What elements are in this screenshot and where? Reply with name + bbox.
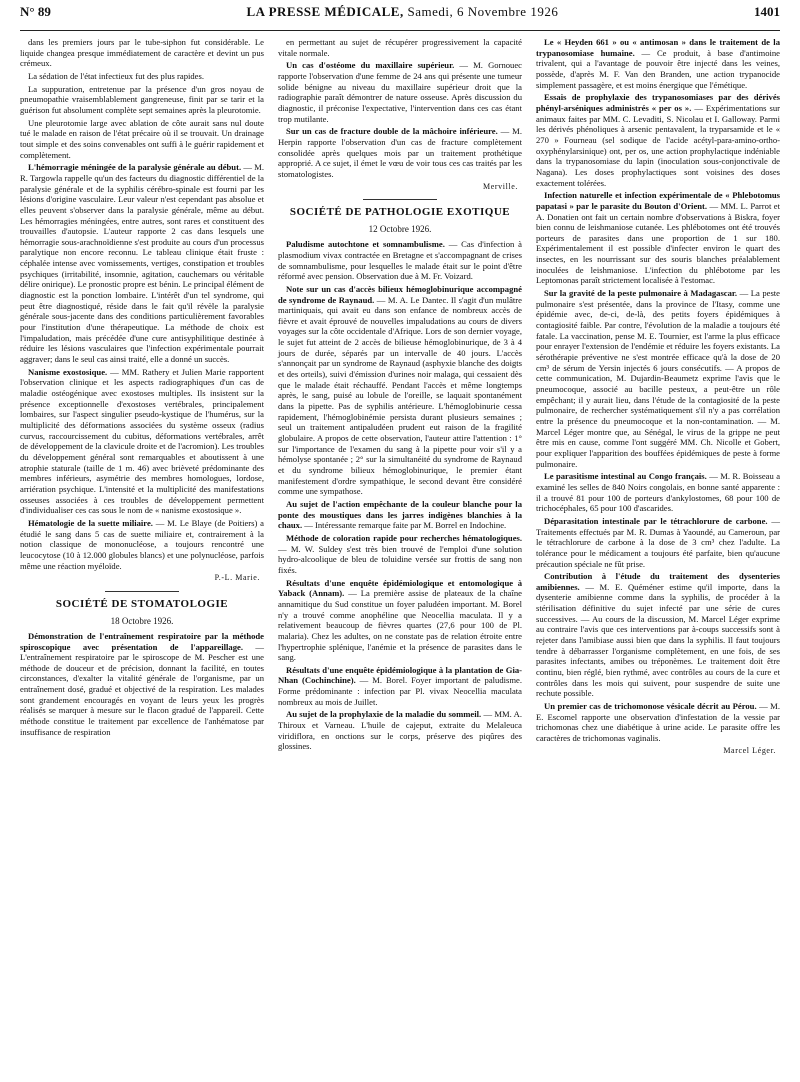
report-title: Résultats d'une enquête épidémiologique et entomologique à Yaback (Annam). [278, 577, 522, 599]
report-item [278, 60, 522, 124]
paragraph: La sédation de l'état infectieux fut des plus rapides. [28, 70, 204, 81]
report-item [20, 367, 264, 516]
report-title: Un premier cas de trichomonose vésicale décrit au Pérou. [544, 701, 757, 712]
report-item [278, 709, 522, 752]
report-item [536, 37, 780, 90]
issue-date: Samedi, 6 Novembre 1926 [407, 4, 559, 19]
column-2 [278, 37, 522, 760]
report-title: Note sur un cas d'accès bilieux hémoglobinurique accompagné de syndrome de Raynaud. [278, 283, 522, 305]
report-title: Infection naturelle et infection expérimentale de « Phlebotomus papatasi » par le parasite du Bouton d'Orient. [536, 190, 780, 211]
report-text: — L'entraînement respiratoire par le spiroscope de M. Pescher est une méthode de douceur et de précision, donnant la facilité, en toutes circonstances, d'exalter la vitalité générale de l'organisme, par un entraînement dosé, gradué et objectivé de la respiration. Les malades sont grandement encouragés en voyant de leurs yeux les progrès réalisés se marquer à mesure sur le flacon gradué de l'appareil. Cette méthode constitue le traitement par excellence de l'anhématose par insuffisance de respiration [20, 641, 264, 737]
report-text: — MM. A. Thiroux et Varneau. L'huile de cajeput, extraite du Melaleuca viridiflora, en onctions sur le corps, préserve des piqûres des glossines. [278, 709, 522, 752]
report-item [536, 571, 780, 699]
separator-rule [363, 199, 436, 200]
report-text: — M. A. Le Dantec. Il s'agit d'un mulâtre martiniquais, qui avait eu dans son enfance de nombreux accès de fièvre et avait éprouvé de nouvelles impaludations au cours de divers voyages sur la côte occidentale d'Afrique. Lors de son dernier voyage, le sujet fut atteint de 2 accès de bilieuse hémoglobinurique, de 3 à 4 jours de durée, séparés par un intervalle de 40 jours. L'accès s'annonçait par un syndrome de Raynaud (asphyxie blanche des doigts et des orteils), suivi d'émission d'urines noir malaga, qui cessaient dès que le malade était réchauffé. Pendant l'accès et même longtemps après, le sang, puisé au lobule de l'oreille, se laquait spontanément dans la pipette. Pas de syphilis antérieure. L'hémoglobinurie cessa rapidement, l'hémoglobinémie persista durant plusieurs semaines ; seul un traitement antipaludéen prudent eut raison de la fragilité globulaire. A propos de cette observation, l'auteur attire l'attention : 1° sur l'importance de l'examen du sang à la pipette pour voir s'il y a hémolyse spontanée ; 2° sur la simultanéité du syndrome de Raynaud et du syndrome bilieux hémoglobinurique, le premier étant manifestement d'ordre sympathique, le second devant être considéré comme une sympathose. [278, 294, 522, 497]
report-item [278, 578, 522, 663]
report-item [278, 284, 522, 497]
report-text: — Intéressante remarque faite par M. Borrel en Indochine. [304, 520, 507, 531]
lead-paragraphs [278, 37, 522, 58]
reports-list [20, 631, 264, 738]
report-text: — M. R. Targowla rappelle qu'un des facteurs du diagnostic différentiel de la paralysie générale et de la syphilis cérébro-spinale est fourni par les lésions d'origine vasculaire. Leur valeur n'est cependant pas absolue et elles peuvent s'observer dans la paralysie générale, même au début. Les hémorragies méningées, entre autres, sont rares et constituent des trouvailles d'autopsie. L'auteur rapporte 2 cas dans lesquels une hémorragie sous-arachnoïdienne s'est produite au cours d'un processus paralytique non encore reconnu. Le tableau clinique était fruste : céphalée intense avec vomissements, vertiges, constipation et troubles psychiques (irritabilité, insomnie, agitation, cauchemars ou véritable délire onirique). Le pronostic propre est bénin. Le principal élément de diagnostic est la ponction lombaire. L'intérêt d'un tel syndrome, qui peut être diagnostiqué, réside dans le fait qu'il révèle la paralysie générale sous-jacente dans des conditions particulièrement favorables pour l'institution d'une thérapeutique. La méthode de choix est l'impaludation, mais précédée d'une cure antisyphilitique destinée à réduire les lésions vasculaires que l'infection expérimentale pourrait aggraver; dans le seul cas ainsi traité, elle a donné un succès. [20, 162, 264, 365]
separator-rule [105, 591, 178, 592]
signature: Merville. [483, 181, 518, 191]
lead-paragraphs [20, 37, 264, 160]
report-text: — M. W. Suldey s'est très bien trouvé de l'emploi d'une solution hydro-alcoolique de bleu de toluidine versée sur frottis de sang non fixés. [278, 543, 522, 575]
paragraph: en permettant au sujet de récupérer progressivement la capacité vitale normale. [278, 37, 522, 58]
report-item [20, 631, 264, 738]
report-item [536, 190, 780, 286]
report-title: Démonstration de l'entraînement respiratoire par la méthode spiroscopique avec présentation de l'appareillage. [20, 630, 264, 652]
report-item [20, 518, 264, 571]
report-text: — Ce produit, à base d'antimoine trivalent, qui a l'avantage de pouvoir être injecté dans les veines, possède, d'après M. F. Van den Branden, une action trypanocide simplement passagère, et est moins énergique que l'émétique. [536, 47, 781, 90]
reports-list [278, 60, 522, 179]
report-title: Résultats d'une enquête épidémiologique à la plantation de Gia-Nhan (Cochinchine). [278, 664, 522, 686]
report-text: — MM. Rathery et Julien Marie rapportent l'observation clinique et les aspects radiographiques d'un cas de maladie ostéogénique avec exostoses multiples. Ils insistent sur la présence exceptionnelle d'exostoses vertébrales, principalement lombaires, sur l'aspect singulier pseudo-kystique de l'humérus, sur la multiplicité des déformations associées du système osseux (radius curvus, raccourcissement du cubitus, déformations vertébrales, arrêt de développement de la clavicule droite et de l'acromion). Les troubles du développement général sont remarquables et aboutissent à une atrophie staturale (taille de 1 m. 46) avec brièveté prédominante des membres inférieurs, asymétrie des membres homologues, lordose, arriération psychique. L'intensité et la multiplicité des manifestations osseuses associées à ces troubles de développement permettent d'individualiser ces cas sous le nom de « nanisme exostosique ». [20, 366, 264, 516]
issue-number: N° 89 [20, 4, 51, 19]
session-date: 12 Octobre 1926. [368, 224, 432, 235]
report-item [278, 239, 522, 282]
society-name: SOCIÉTÉ DE STOMATOLOGIE [55, 598, 229, 611]
report-title: Paludisme autochtone et somnambulisme. [286, 239, 445, 250]
journal-title-line [246, 4, 558, 20]
report-title: Essais de prophylaxie des trypanosomiases par des dérivés phényl-arséniques administrés « per os ». [536, 92, 780, 113]
report-item [278, 499, 522, 531]
report-item [536, 701, 780, 744]
report-title: L'hémorragie méningée de la paralysie générale au début. [28, 162, 242, 173]
report-text: — M. E. Escomel rapporte une observation d'infestation de la vessie par trichomonas chez une diabétique à urine acide. Le parasite offre les caractères de trichomonas vaginalis. [536, 701, 780, 743]
report-title: Contribution à l'étude du traitement des dysenteries amibiennes. [536, 571, 780, 592]
report-title: Déparasitation intestinale par le tétrachlorure de carbone. [544, 515, 768, 526]
report-title: Nanisme exostosique. [28, 366, 108, 377]
report-text: — M. Borel. Foyer important de paludisme. Forme prédominante : infection par Pl. vivax Neocellia maculata nombreux au mois de Juillet. [278, 675, 523, 707]
signature: P.-L. Marie. [214, 573, 260, 583]
reports-list [278, 239, 522, 752]
page-header [20, 0, 780, 31]
report-item [278, 533, 522, 576]
report-item [278, 126, 522, 179]
page-number: 1401 [753, 4, 780, 19]
paragraph: Une pleurotomie large avec ablation de côte aurait sans nul doute tué le malade en raison de l'état précaire où il se trouvait. Un drainage tout simple et des soins convenables ont suffi à le guérir rapidement et complètement. [20, 117, 264, 160]
report-text: — M. Gornouec rapporte l'observation d'une femme de 24 ans qui présente une tumeur solide bénigne au niveau du maxillaire supérieur droit que la radiographie paraît démontrer de nature osseuse. Après discussion du diagnostic, il préconise l'expectative, l'intervention dans ces cas étant trop mutilante. [278, 60, 522, 124]
report-title: Le parasitisme intestinal au Congo français. [544, 471, 707, 482]
society-heading [278, 199, 522, 235]
report-text: — MM. L. Parrot et A. Donatien ont fait un certain nombre d'observations à Biskra, foyer bien connu de leishmaniose cutanée. Les phlébotomes ont été trouvés porteurs de parasites dans une proportion de 1 sur 180. Expérimentalement il est possible d'infecter environ le quart des insectes, en les nourrissant sur des souris blanches préalablement inoculées de leishmaniose. L'infection du phlébotome par les Leptomonas paraît strictement localisée à l'estomac. [536, 200, 780, 286]
report-title: Le « Heyden 661 » ou « antimosan » dans le traitement de la trypanosomiase humaine. [536, 37, 780, 58]
report-text: — La peste pulmonaire s'est présentée, dans la province de l'Itasy, comme une épidémie avec, de-ci, de-là, des petits foyers épidémiques à contagiosité faible. Par contre, l'évolution de la maladie a toujours été fatale. La vaccination, pense M. E. Tournier, est l'arme la plus efficace pour enrayer l'extension de l'endémie et réduire les foyers existants. La sérothérapie préventive ne s'est montrée efficace qu'à la dose de 20 cm³ de sérum de Yersin injectés 6 jours consécutifs. — A propos de cette communication, M. Dujardin-Beaumetz exprime l'avis que le pneumocoque, associé au bacille pesteux, a peut-être un rôle empêchant; il y aurait lieu, dans l'étude de la contagiosité de la peste pulmonaire, de rechercher systématiquement s'il n'y a pas corrélation entre la présence du pneumocoque et la non-contamination. — M. Marcel Léger montre que, au Sénégal, le virus de la grippe ne peut être mis en cause, comme l'ont suggéré MM. Ch. Nicolle et Gobert, pour expliquer l'apparition des bouffées épidémiques de peste à forme pulmonaire. [536, 288, 780, 469]
report-item [536, 471, 780, 514]
report-title: Sur la gravité de la peste pulmonaire à Madagascar. [544, 288, 738, 299]
reports-list [20, 162, 264, 571]
report-text: — M. Herpin rapporte l'observation d'un cas de fracture complètement consolidée après quelques mois par un traitement prothétique approprié. A ce sujet, il émet le vœu de voir tous ces cas traités par les stomatologistes. [278, 126, 522, 179]
report-text: — M. Le Blaye (de Poitiers) a étudié le sang dans 5 cas de suette miliaire et, contrairement à la notion classique de mononucléose, a toujours rencontré une leucocytose (10 à 12.000 globules blancs) et une polynucléose, parfois même une réaction myéloïde. [20, 517, 264, 571]
report-text: — Traitements effectués par M. R. Dumas à Yaoundé, au Cameroun, par le tétrachlorure de carbone à la dose de 3 cm³ chez l'adulte. La tolérance pour le médicament a toujours été parfaite, bien qu'aucune précaution spéciale ne fût prise. [536, 515, 780, 569]
report-item [536, 288, 780, 469]
report-title: Au sujet de l'action empêchante de la couleur blanche pour la ponte des moustiques dans les jarres indigènes blanchies à la chaux. [278, 498, 522, 531]
article-columns [20, 37, 780, 760]
report-item [278, 665, 522, 708]
society-heading [20, 591, 264, 627]
reports-list [536, 37, 780, 744]
report-title: Méthode de coloration rapide pour recherches hématologiques. [286, 532, 522, 543]
paragraph: dans les premiers jours par le tube-siphon fut considérable. Le liquide changea presque immédiatement de caractère et devint un pus crémeux. [20, 37, 264, 69]
report-item [536, 92, 780, 188]
report-text: — M. E. Quéméner estime qu'il importe, dans la dysenterie amibienne comme dans la syphilis, de procéder à la stérilisation définitive du sujet infecté par une série de cures successives. — Au cours de la discussion, M. Marcel Léger exprime au contraire l'avis que ces interventions par à-coups successifs sont à rejeter dans l'amibiase aussi bien que dans la syphilis. Il faut toujours tendre à débarrasser l'organisme complètement, en une fois, de ses parasites infectants, amibes ou tréponèmes. Le traitement doit être continu, bien réglé, bien rythmé, avec contrôles au cours de la cure et contrôles dans les mois qui suivent, pour suspendre de suite une rechute possible. [536, 581, 780, 699]
report-title: Hématologie de la suette miliaire. [28, 517, 153, 528]
paragraph: La suppuration, entretenue par la présence d'un gros noyau de pneumopathie vraisemblablement gangreneuse, finit par se tarir et la guérison fut absolument complète sept semaines après la pleurotomie. [20, 83, 264, 115]
report-text: — Expérimentations sur animaux faites par MM. C. Levaditi, S. Nicolau et I. Galloway. Parmi les dérivés phénoliques à arsenic pentavalent, la tryparsamide et le « 270 » Fourneau (sel sodique de l'acide acétyl-para-amino-ortho-oxyphénylarsinique) ont, per os, une action prophylactique indéniable dans la trypanosomiase du lapin (inoculation sous-conjonctivale de Nagana). Les doses prophylactiques sont voisines des doses exactement tolérées. [536, 102, 780, 188]
column-3 [536, 37, 780, 760]
column-1 [20, 37, 264, 760]
report-title: Un cas d'ostéome du maxillaire supérieur. [286, 60, 455, 71]
session-date: 18 Octobre 1926. [110, 615, 174, 626]
society-name: SOCIÉTÉ DE PATHOLOGIE EXOTIQUE [289, 206, 511, 219]
report-text: — M. R. Boisseau a examiné les selles de 840 Noirs congolais, en bonne santé apparente : il a trouvé 81 pour 100 de porteurs d'ankylostomes, 68 pour 100 de trichocéphales, 65 pour 100 d'ascarides. [536, 471, 781, 514]
signature: Marcel Léger. [723, 745, 776, 755]
report-item [20, 162, 264, 364]
report-title: Sur un cas de fracture double de la mâchoire inférieure. [286, 126, 498, 137]
report-text: — Cas d'infection à plasmodium vivax contractée en Bretagne et s'accompagnant de crises de somnambulisme, pour lesquelles le malade était sur le point d'être réformé avec pension. Observation due à M. Fr. Voizard. [278, 239, 522, 282]
report-title: Au sujet de la prophylaxie de la maladie du sommeil. [286, 709, 482, 720]
report-item [536, 516, 780, 569]
journal-name: LA PRESSE MÉDICALE, [246, 4, 404, 19]
report-text: — La première assise de plateaux de la chaîne annamitique du Sud constitue un foyer paludéen important. M. Borel n'y a trouvé comme anophéline que Neocellia maculata. Il y a relativement beaucoup de fièvres quartes (27,6 pour 100 de Pl. malaria). Chez les adultes, on ne constate pas de relation étroite entre l'hypertrophie splénique, l'anémie et la présence de parasites dans le sang. [278, 588, 522, 663]
